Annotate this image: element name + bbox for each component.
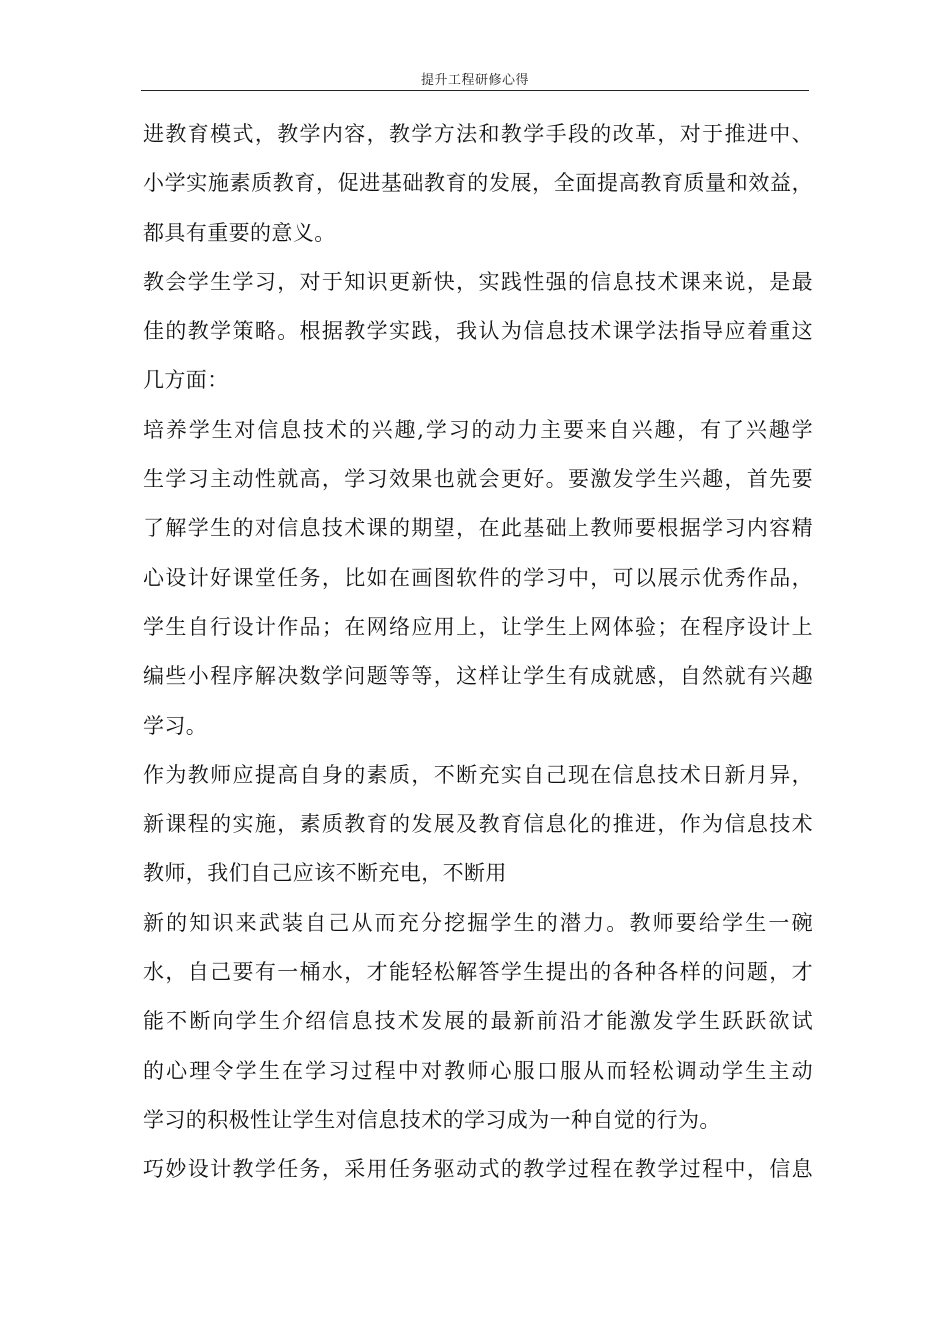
- text-line: 心设计好课堂任务，比如在画图软件的学习中，可以展示优秀作品，: [143, 565, 813, 590]
- text-line: 编些小程序解决数学问题等等，这样让学生有成就感，自然就有兴趣: [143, 664, 813, 689]
- text-line: 的心理令学生在学习过程中对教师心服口服从而轻松调动学生主动: [143, 1058, 813, 1083]
- text-line: 水，自己要有一桶水，才能轻松解答学生提出的各种各样的问题，才: [143, 960, 813, 985]
- page-header-title: 提升工程研修心得: [420, 73, 529, 88]
- text-line: 教会学生学习，对于知识更新快，实践性强的信息技术课来说，是最: [143, 269, 813, 294]
- text-line: 了解学生的对信息技术课的期望，在此基础上教师要根据学习内容精: [143, 516, 813, 541]
- text-line: 新课程的实施，素质教育的发展及教育信息化的推进，作为信息技术: [143, 812, 813, 837]
- text-line: 进教育模式，教学内容，教学方法和教学手段的改革，对于推进中、: [143, 122, 813, 146]
- text-line: 能不断向学生介绍信息技术发展的最新前沿才能激发学生跃跃欲试: [143, 1009, 813, 1034]
- text-line: 巧妙设计教学任务，采用任务驱动式的教学过程在教学过程中，信息: [143, 1157, 813, 1182]
- text-line: 几方面：: [143, 368, 229, 393]
- text-line: 学习。: [143, 713, 208, 738]
- document-body: [143, 110, 813, 1195]
- text-line: 佳的教学策略。根据教学实践，我认为信息技术课学法指导应着重这: [143, 319, 813, 344]
- text-line: 教师，我们自己应该不断充电，不断用: [143, 861, 507, 886]
- text-line: 小学实施素质教育，促进基础教育的发展，全面提高教育质量和效益，: [143, 171, 813, 196]
- text-line: 学生自行设计作品；在网络应用上，让学生上网体验；在程序设计上: [143, 614, 813, 639]
- text-line: 培养学生对信息技术的兴趣,学习的动力主要来自兴趣，有了兴趣学: [143, 417, 813, 442]
- text-line: 生学习主动性就高，学习效果也就会更好。要激发学生兴趣，首先要: [143, 467, 813, 492]
- text-line: 都具有重要的意义。: [143, 220, 336, 245]
- page-header: [141, 72, 809, 91]
- text-line: 学习的积极性让学生对信息技术的学习成为一种自觉的行为。: [143, 1107, 721, 1132]
- text-line: 新的知识来武装自己从而充分挖掘学生的潜力。教师要给学生一碗: [143, 910, 813, 935]
- text-line: 作为教师应提高自身的素质，不断充实自己现在信息技术日新月异，: [143, 762, 813, 787]
